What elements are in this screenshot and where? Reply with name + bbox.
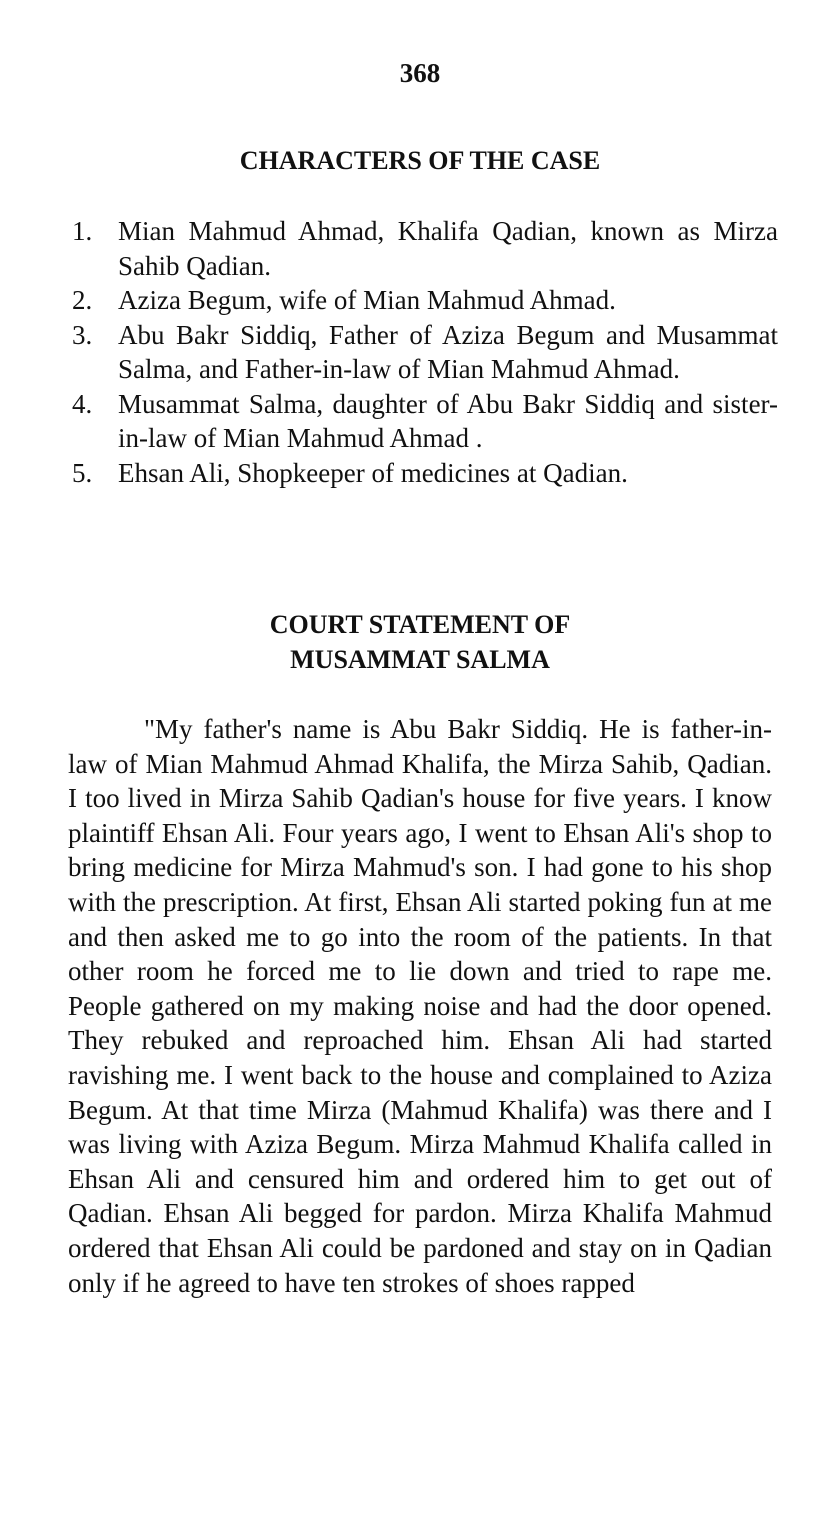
character-item-5: [72, 456, 778, 491]
item-text: Ehsan Ali, Shopkeeper of medicines at Qadian.: [118, 457, 628, 488]
item-number: 3.: [72, 319, 93, 350]
item-number: 5.: [72, 457, 93, 488]
item-text: Musammat Salma, daughter of Abu Bakr Siddiq and sister-in-law of Mian Mahmud Ahmad .: [118, 388, 778, 453]
page-number: 368: [399, 58, 441, 88]
statement-paragraph: "My father's name is Abu Bakr Siddiq. He is father-in-law of Mian Mahmud Ahmad Khalifa, the Mirza Sahib, Qadian. I too lived in Mirza Sahib Qadian's house for five years. I know plaintiff Ehsan Ali. Four years ago, I went to Ehsan Ali's shop to bring medicine for Mirza Mahmud's son. I had gone to his shop with the prescription. At first, Ehsan Ali started poking fun at me and then asked me to go into the room of the patients. In that other room he forced me to lie down and tried to rape me. People gathered on my making noise and had the door opened. They rebuked and reproached him. Ehsan Ali had started ravishing me. I went back to the house and complained to Aziza Begum. At that time Mirza (Mahmud Khalifa) was there and I was living with Aziza Begum. Mirza Mahmud Khalifa called in Ehsan Ali and censured him and ordered him to get out of Qadian. Ehsan Ali begged for pardon. Mirza Khalifa Mahmud ordered that Ehsan Ali could be pardoned and stay on in Qadian only if he agreed to have ten strokes of shoes rapped: [68, 714, 772, 1298]
item-text: Abu Bakr Siddiq, Father of Aziza Begum and Musammat Salma, and Father-in-law of Mian Mahmud Ahmad.: [118, 319, 778, 384]
item-text: Aziza Begum, wife of Mian Mahmud Ahmad.: [118, 285, 616, 315]
character-item-4: [72, 387, 778, 456]
item-number: 1.: [72, 216, 93, 246]
item-number: 4.: [72, 388, 93, 419]
character-item-1: [72, 214, 778, 283]
characters-list: [72, 214, 778, 490]
item-number: 2.: [72, 285, 93, 315]
statement-heading-line2: MUSAMMAT SALMA: [290, 645, 550, 674]
characters-heading: CHARACTERS OF THE CASE: [239, 146, 601, 175]
character-item-2: [72, 283, 778, 318]
statement-heading: [0, 607, 840, 677]
character-item-3: [72, 318, 778, 387]
statement-heading-line1: COURT STATEMENT OF: [269, 610, 571, 639]
item-text: Mian Mahmud Ahmad, Khalifa Qadian, known as Mirza Sahib Qadian.: [118, 216, 778, 281]
